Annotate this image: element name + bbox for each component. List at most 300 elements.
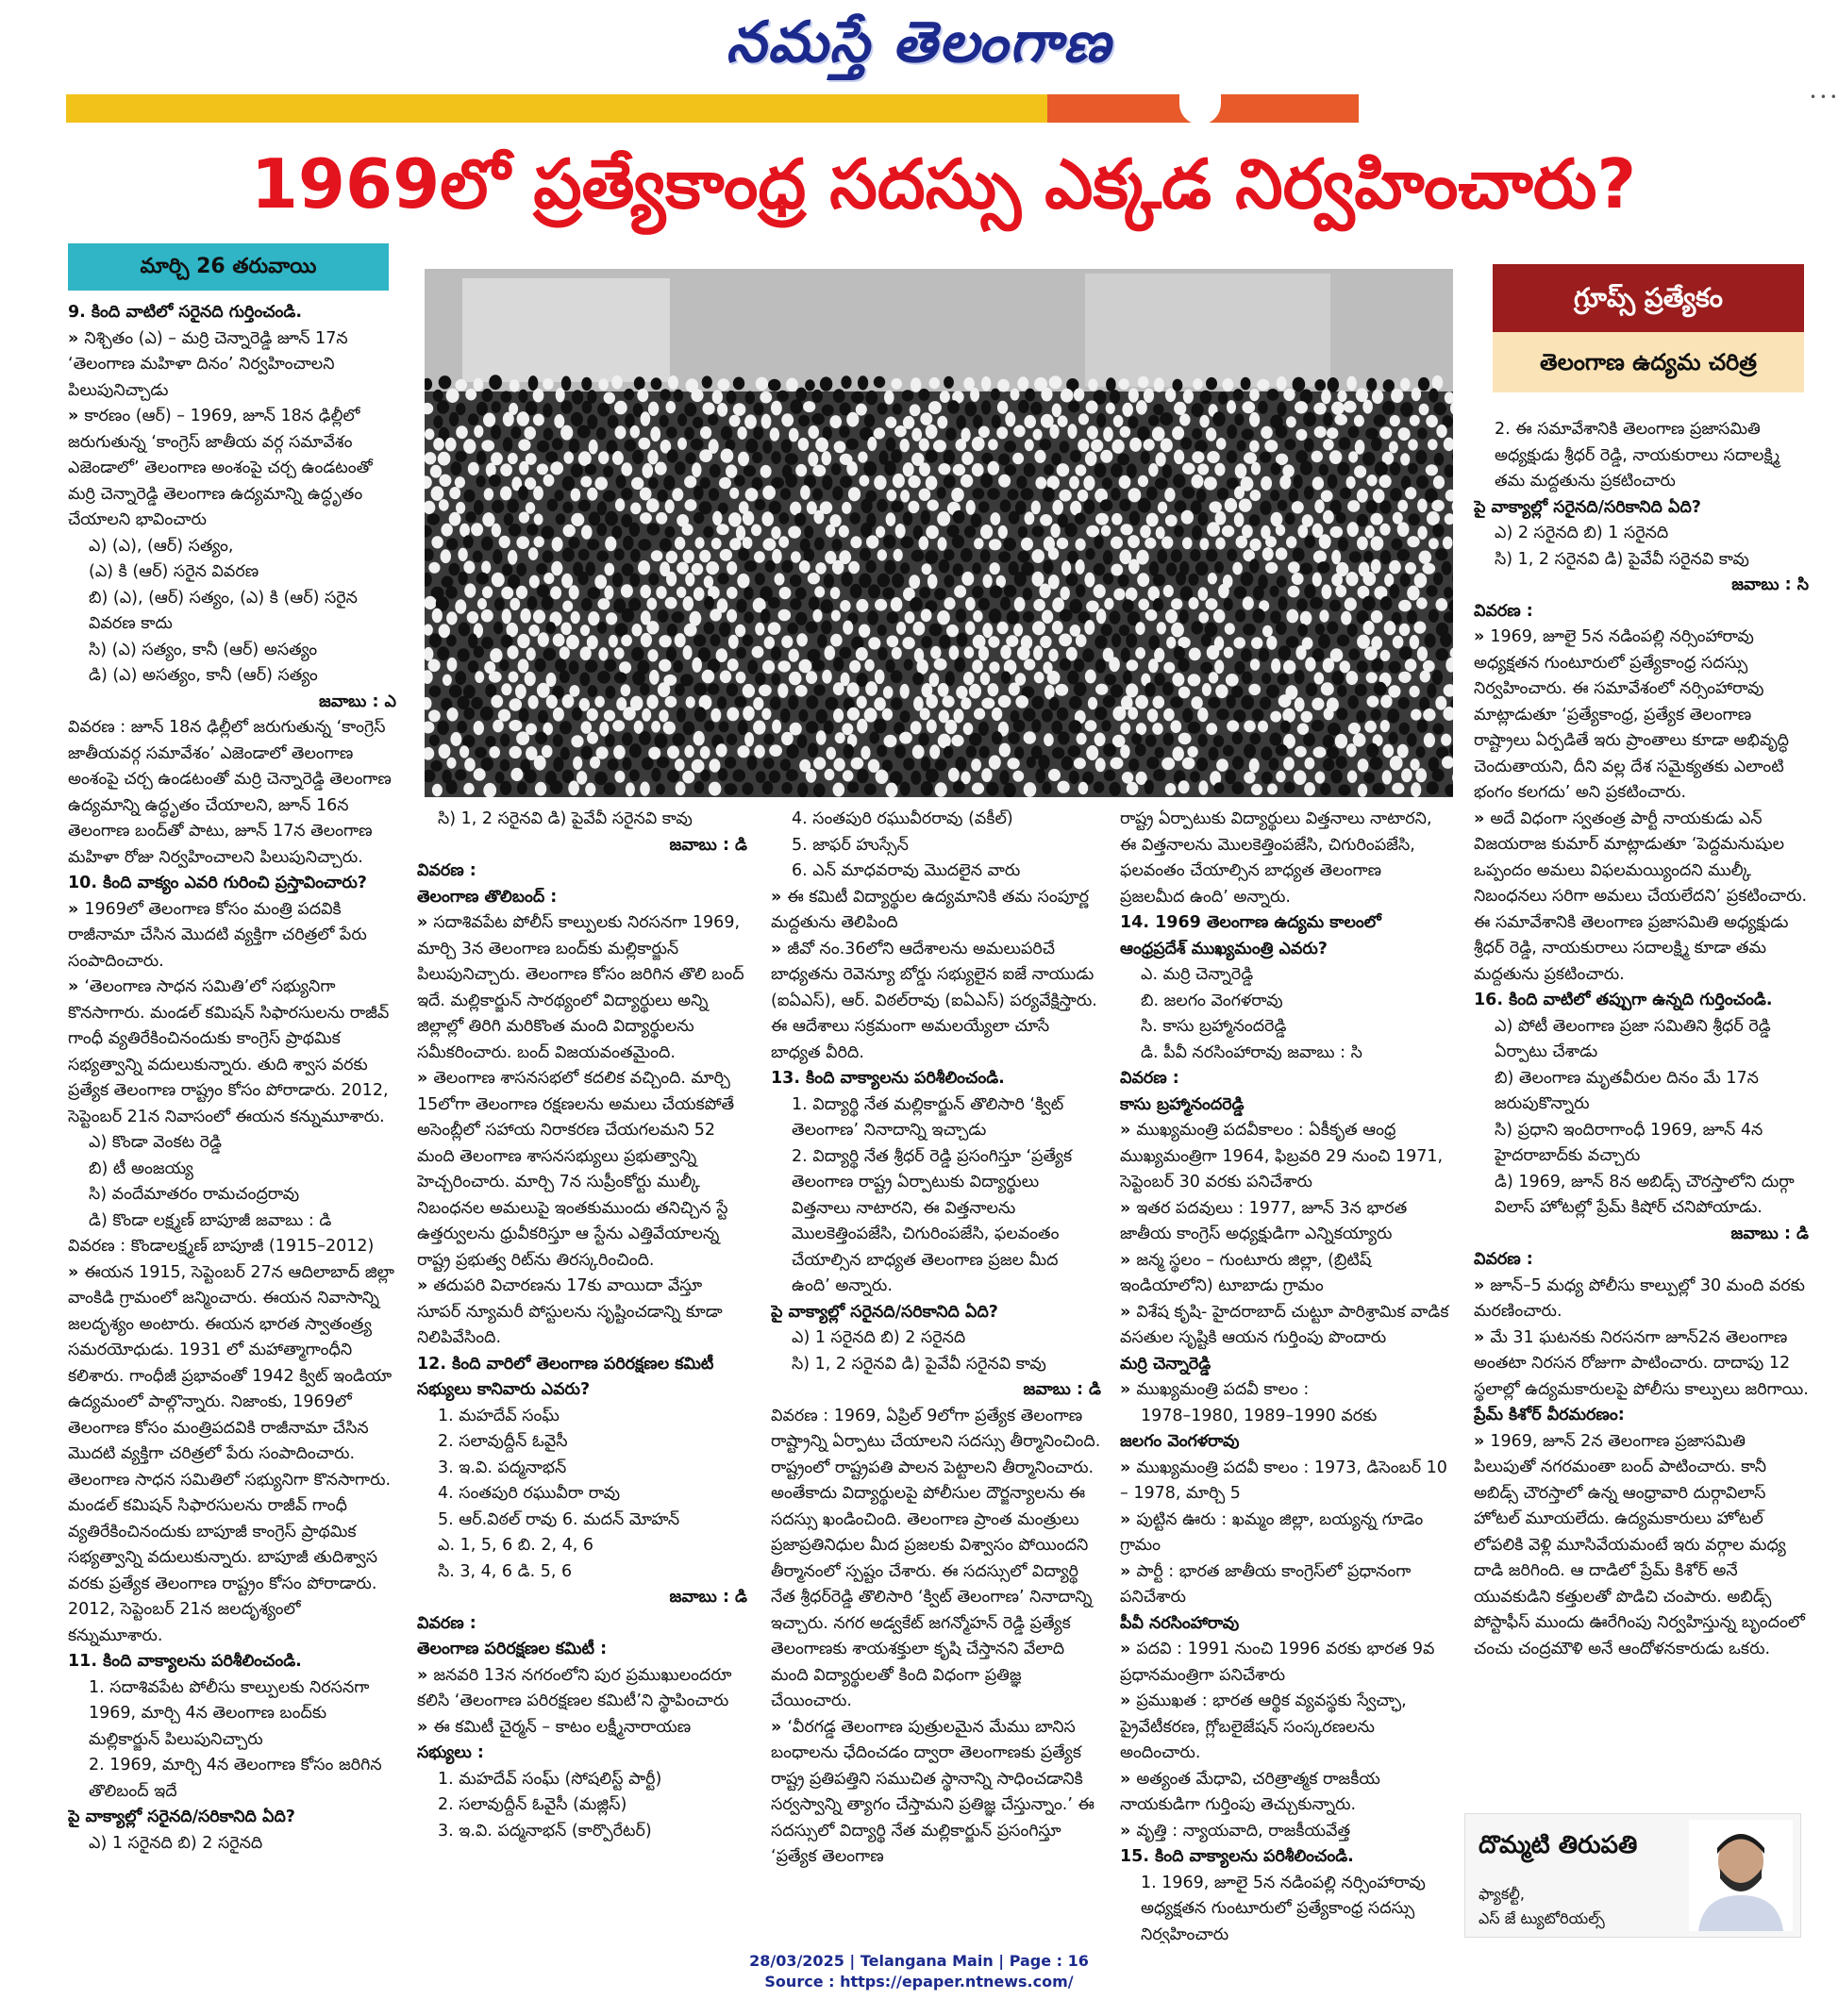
crowd-head	[903, 462, 914, 476]
crowd-head	[921, 510, 930, 525]
crowd-head	[1049, 425, 1059, 439]
crowd-head	[1244, 743, 1256, 758]
crowd-head	[1049, 375, 1062, 389]
crowd-head	[1174, 525, 1184, 538]
crowd-head	[1244, 772, 1255, 784]
crowd-head	[858, 452, 867, 463]
page-footer	[0, 1951, 1838, 1992]
crowd-head	[630, 425, 640, 439]
crowd-head	[1110, 610, 1121, 625]
crowd-head	[1276, 744, 1288, 757]
col3-option: 4. సంతపురి రఘువీరరావు (వకీల్)	[792, 809, 1013, 828]
crowd-head	[933, 440, 946, 452]
crowd-head	[1279, 475, 1291, 490]
crowd-head	[1417, 720, 1429, 733]
crowd-head	[1347, 500, 1360, 512]
crowd-head	[781, 782, 793, 794]
crowd-head	[1188, 674, 1201, 686]
col2-bullet: » తెలంగాణ శాసనసభలో కదలిక వచ్చింది. మార్చి 15లోగా తెలంగాణ రక్షణలను అమలు చేయకపోతే అసెంబ్లీలో సహాయ నిరాకరణ చేయగలమని 52 మంది తెలంగాణ శాసనసభ్యులు ప్రభుత్వాన్ని హెచ్చరించారు. మార్చి 7న సుప్రీంకోర్టు ముల్కీ నిబంధనల అమలుపై ఇంతకుముందు తనిచ్చిన స్టే ఉత్తర్వులను ధ్రువీకరిస్తూ ఆ స్టేను ఎత్తివేయాలన్న రాష్ట్ర ప్రభుత్వ రిట్‌ను తిరస్కరించింది.	[417, 1066, 747, 1274]
crowd-head	[1069, 720, 1082, 733]
crowd-head	[446, 611, 458, 625]
crowd-head	[1192, 475, 1204, 489]
crowd-head	[1262, 673, 1271, 684]
crowd-head	[863, 461, 877, 476]
crowd-head	[1262, 772, 1273, 784]
crowd-head	[630, 549, 641, 562]
crowd-head	[493, 622, 503, 635]
crowd-head	[481, 537, 493, 551]
crowd-head	[1128, 707, 1138, 719]
crowd-head	[651, 550, 663, 561]
crowd-head	[1424, 733, 1435, 748]
crowd-head	[1300, 563, 1313, 575]
crowd-head	[458, 696, 470, 709]
crowd-head	[598, 378, 609, 391]
crowd-head	[1312, 573, 1322, 587]
crowd-head	[604, 659, 616, 672]
crowd-head	[605, 537, 616, 552]
crowd-head	[1328, 723, 1341, 736]
crowd-head	[1358, 784, 1367, 797]
col4-subheading: మర్రి చెన్నారెడ్డి	[1120, 1354, 1211, 1374]
col4-subheading: పీవీ నరసింహారావు	[1120, 1613, 1240, 1633]
crowd-head	[751, 525, 761, 537]
crowd-head	[1382, 401, 1395, 415]
crowd-head	[1226, 674, 1239, 687]
crowd-head	[1161, 758, 1175, 770]
crowd-head	[580, 625, 590, 636]
crowd-head	[614, 672, 627, 683]
crowd-head	[647, 450, 658, 465]
crowd-head	[893, 403, 903, 414]
crowd-head	[474, 500, 484, 515]
crowd-head	[562, 502, 573, 514]
crowd-head	[781, 636, 793, 648]
crowd-head	[1069, 696, 1082, 709]
crowd-head	[1323, 758, 1334, 772]
crowd-head	[920, 412, 932, 425]
col2-subheading: వివరణ :	[417, 1613, 476, 1633]
crowd-head	[1206, 427, 1216, 442]
crowd-head	[1258, 401, 1268, 414]
crowd-head	[886, 783, 898, 798]
crowd-head	[665, 696, 677, 708]
crowd-head	[986, 782, 998, 796]
crowd-head	[605, 511, 618, 526]
crowd-head	[1202, 683, 1211, 696]
crowd-head	[572, 390, 583, 405]
crowd-head	[562, 601, 573, 612]
crowd-head	[1440, 632, 1452, 647]
crowd-head	[695, 537, 705, 548]
crowd-head	[831, 610, 841, 622]
crowd-head	[1128, 488, 1142, 502]
crowd-head	[631, 647, 643, 661]
crowd-head	[1397, 500, 1408, 512]
crowd-head	[795, 388, 807, 402]
crowd-head	[1285, 512, 1295, 525]
crowd-head	[1127, 782, 1139, 795]
crowd-head	[1174, 450, 1184, 465]
crowd-head	[677, 438, 687, 450]
col4-option: సి. కాసు బ్రహ్మానందరెడ్డి	[1141, 1017, 1287, 1036]
crowd-head	[1145, 682, 1156, 696]
crowd-head	[481, 637, 493, 649]
crowd-head	[825, 645, 836, 660]
crowd-head	[1300, 460, 1312, 475]
crowd-head	[1094, 707, 1107, 720]
crowd-head	[1322, 584, 1332, 599]
col4-bullet: » ముఖ్యమంత్రి పదవీ కాలం :	[1120, 1377, 1450, 1404]
crowd-head	[1393, 636, 1404, 649]
crowd-head	[476, 573, 489, 585]
crowd-head	[1331, 550, 1341, 564]
crowd-head	[843, 621, 853, 635]
crowd-head	[692, 658, 702, 673]
crowd-head	[1234, 586, 1247, 598]
crowd-head	[554, 414, 564, 428]
crowd-head	[1270, 490, 1279, 501]
crowd-head	[561, 376, 571, 392]
crowd-head	[832, 560, 844, 575]
crowd-head	[954, 658, 965, 673]
crowd-head	[912, 745, 925, 759]
crowd-head	[1235, 463, 1247, 478]
crowd-head	[502, 608, 511, 624]
crowd-head	[919, 536, 929, 550]
crowd-head	[944, 450, 956, 465]
crowd-head	[909, 575, 920, 589]
crowd-head	[587, 635, 598, 649]
crowd-head	[663, 475, 675, 491]
col4-bullet: » పుట్టిన ఊరు : ఖమ్మం జిల్లా, బయ్యన్న గూడెం గ్రామం	[1120, 1508, 1450, 1559]
crowd-head	[693, 486, 704, 500]
crowd-head	[911, 771, 921, 785]
crowd-head	[1276, 622, 1287, 635]
crowd-head	[745, 439, 758, 454]
crowd-head	[1389, 661, 1401, 674]
crowd-head	[429, 633, 442, 647]
crowd-head	[1153, 575, 1165, 587]
crowd-head	[1156, 452, 1166, 466]
crowd-head	[1427, 511, 1440, 525]
crowd-head	[1014, 572, 1027, 587]
crowd-head	[493, 720, 504, 733]
crowd-head	[560, 425, 573, 441]
crowd-head	[926, 425, 938, 439]
crowd-head	[481, 440, 494, 451]
crowd-head	[1051, 453, 1061, 465]
crowd-head	[1407, 586, 1419, 601]
crowd-head	[785, 453, 798, 465]
crowd-head	[1363, 551, 1373, 562]
crowd-head	[451, 461, 462, 475]
crowd-head	[1260, 501, 1271, 515]
crowd-head	[667, 770, 679, 783]
crowd-head	[1337, 391, 1346, 402]
crowd-head	[1012, 771, 1024, 782]
crowd-head	[704, 575, 713, 588]
col5-subheading: వివరణ :	[1474, 601, 1533, 621]
crowd-head	[594, 772, 608, 785]
crowd-head	[571, 611, 580, 624]
crowd-head	[1126, 588, 1138, 602]
crowd-head	[516, 563, 526, 576]
crowd-head	[856, 599, 868, 612]
crowd-head	[743, 706, 755, 721]
crowd-head	[534, 513, 543, 525]
crowd-head	[1163, 733, 1175, 746]
crowd-head	[648, 402, 659, 416]
crowd-head	[1261, 746, 1272, 760]
crowd-head	[622, 732, 633, 745]
crowd-head	[865, 681, 877, 696]
crowd-head	[1003, 538, 1016, 551]
col1-option: సి) వందేమాతరం రామచంద్రరావు	[89, 1185, 300, 1204]
crowd-head	[991, 512, 1001, 525]
crowd-head	[1025, 511, 1035, 525]
crowd-head	[597, 671, 610, 684]
crowd-head	[1182, 708, 1193, 724]
crowd-head	[1128, 758, 1139, 772]
crowd-head	[1007, 610, 1020, 625]
author-avatar-icon	[1689, 1820, 1793, 1931]
crowd-head	[1286, 416, 1296, 427]
crowd-head	[886, 512, 896, 526]
crowd-head	[1153, 769, 1166, 781]
crowd-head	[474, 425, 483, 438]
crowd-head	[710, 708, 721, 723]
crowd-head	[1379, 500, 1391, 513]
crowd-head	[1380, 650, 1391, 661]
crowd-head	[587, 708, 598, 721]
crowd-head	[965, 597, 976, 610]
crowd-head	[552, 438, 563, 450]
crowd-head	[1001, 671, 1011, 683]
crowd-head	[700, 426, 711, 439]
crowd-head	[1122, 599, 1133, 612]
crowd-head	[761, 708, 771, 721]
crowd-head	[458, 648, 470, 661]
crowd-head	[1173, 746, 1184, 760]
crowd-head	[824, 721, 834, 735]
crowd-head	[659, 659, 671, 672]
crowd-head	[596, 551, 609, 562]
crowd-head	[494, 598, 505, 611]
crowd-head	[911, 721, 922, 734]
crowd-head	[1118, 575, 1129, 587]
column-4	[1120, 807, 1450, 1943]
crowd-head	[1306, 683, 1317, 697]
col1-option: ఎ) 1 సరైనది బి) 2 సరైనది	[89, 1833, 263, 1853]
crowd-head	[510, 598, 520, 610]
crowd-head	[1276, 547, 1288, 559]
crowd-head	[768, 379, 781, 392]
crowd-head	[891, 597, 903, 611]
crowd-head	[769, 744, 782, 757]
crowd-head	[1415, 768, 1427, 782]
crowd-head	[1111, 633, 1121, 647]
crowd-head	[769, 771, 781, 783]
crowd-head	[463, 783, 474, 795]
crowd-head	[1371, 658, 1383, 672]
col3-question: 13. కింది వాక్యాలను పరిశీలించండి.	[771, 1069, 1005, 1088]
crowd-head	[489, 475, 501, 487]
crowd-head	[1094, 635, 1107, 648]
crowd-head	[560, 400, 572, 414]
crowd-head	[944, 597, 955, 609]
crowd-head	[1280, 721, 1291, 734]
col4-subheading: జలగం వెంగళరావు	[1120, 1432, 1240, 1451]
crowd-head	[1068, 745, 1081, 758]
crowd-head	[614, 647, 625, 659]
crowd-head	[789, 649, 799, 662]
crowd-head	[830, 587, 841, 599]
crowd-head	[534, 536, 544, 547]
crowd-head	[754, 745, 765, 758]
crowd-head	[728, 635, 739, 649]
crowd-head	[482, 586, 493, 598]
crowd-head	[1400, 378, 1410, 392]
crowd-head	[648, 747, 660, 759]
crowd-head	[874, 475, 886, 490]
crowd-head	[729, 415, 741, 427]
crowd-head	[709, 782, 722, 796]
crowd-head	[1111, 537, 1123, 549]
crowd-head	[925, 550, 938, 564]
crowd-head	[481, 561, 491, 575]
col1-bullet: » కారణం (ఆర్) – 1969, జూన్ 18న ఢిల్లీలో జరుగుతున్న ‘కాంగ్రెస్ జాతీయ వర్గ సమావేశం ఎజెండాలో’ తెలంగాణ అంశంపై చర్చ ఉండటంతో మర్రి చెన్నారెడ్డి తెలంగాణ ఉద్యమాన్ని ఉద్ధృతం చేయాలని భావించారు	[68, 404, 396, 534]
crowd-head	[858, 375, 868, 390]
crowd-head	[861, 523, 872, 538]
crowd-head	[981, 376, 991, 392]
crowd-head	[1227, 450, 1237, 463]
crowd-head	[1232, 732, 1244, 745]
crowd-head	[1324, 708, 1334, 720]
crowd-head	[634, 721, 643, 734]
col1-option: 1. సదాశివపేట పోలీసు కాల్పులకు నిరసనగా 1969, మార్చి 4న తెలంగాణ బంద్‌కు మల్లికార్జున్ పిలుపునిచ్చారు	[89, 1677, 370, 1749]
crowd-head	[1191, 621, 1203, 634]
crowd-head	[727, 391, 737, 404]
crowd-head	[1153, 598, 1163, 611]
crowd-head	[509, 672, 519, 683]
crowd-head	[1014, 746, 1024, 759]
crowd-head	[465, 511, 476, 523]
crowd-head	[1031, 549, 1044, 563]
crowd-head	[1182, 537, 1193, 549]
crowd-head	[1148, 415, 1160, 426]
col4-option: ఎ. మర్రి చెన్నారెడ్డి	[1141, 965, 1254, 984]
crowd-head	[1189, 597, 1199, 609]
crowd-head	[710, 608, 722, 621]
crowd-head	[1111, 463, 1123, 477]
crowd-head	[517, 781, 527, 794]
crowd-head	[938, 537, 947, 551]
crowd-head	[938, 463, 950, 475]
crowd-head	[1027, 757, 1036, 768]
crowd-head	[1160, 412, 1173, 425]
crowd-head	[720, 549, 732, 561]
crowd-head	[981, 768, 992, 782]
col4-subheading: వివరణ :	[1120, 1069, 1179, 1088]
crowd-head	[972, 586, 983, 598]
crowd-head	[1379, 475, 1392, 488]
crowd-head	[1206, 598, 1218, 610]
crowd-head	[899, 732, 912, 744]
crowd-head	[1417, 427, 1427, 439]
crowd-head	[1043, 559, 1053, 574]
crowd-head	[1120, 426, 1131, 438]
crowd-head	[1399, 723, 1410, 735]
crowd-head	[1425, 633, 1436, 647]
crowd-head	[1259, 648, 1269, 662]
crowd-head	[847, 708, 860, 721]
crowd-head	[1249, 733, 1261, 745]
crowd-head	[1088, 697, 1097, 710]
crowd-head	[1432, 769, 1445, 782]
crowd-head	[945, 720, 958, 735]
crowd-head	[641, 633, 652, 647]
crowd-head	[1371, 536, 1384, 550]
crowd-head	[1155, 477, 1168, 490]
crowd-head	[867, 437, 877, 451]
crowd-head	[806, 695, 818, 709]
crowd-head	[812, 659, 826, 671]
column-1	[68, 300, 396, 1943]
crowd-head	[456, 502, 465, 514]
author-designation	[1479, 1882, 1605, 1931]
crowd-head	[953, 563, 963, 576]
crowd-head	[861, 746, 870, 760]
crowd-head	[489, 375, 502, 390]
crowd-head	[1048, 649, 1058, 662]
crowd-head	[604, 392, 615, 405]
crowd-head	[500, 486, 511, 500]
crowd-head	[508, 550, 517, 565]
crowd-head	[1083, 499, 1094, 514]
crowd-head	[547, 499, 559, 511]
crowd-head	[980, 525, 993, 539]
crowd-head	[804, 525, 813, 539]
crowd-head	[1319, 534, 1331, 549]
crowd-head	[834, 441, 846, 453]
crowd-head	[1176, 572, 1186, 586]
crowd-head	[1335, 734, 1347, 749]
crowd-head	[1018, 400, 1029, 413]
crowd-head	[1315, 624, 1325, 635]
crowd-head	[655, 462, 667, 475]
crowd-head	[762, 660, 775, 675]
crowd-head	[622, 563, 634, 576]
crowd-head	[604, 782, 616, 794]
crowd-head	[944, 575, 954, 587]
crowd-head	[463, 708, 475, 720]
crowd-head	[677, 562, 689, 575]
crowd-head	[1223, 745, 1234, 757]
crowd-head	[1435, 548, 1447, 560]
crowd-head	[1347, 624, 1358, 637]
crowd-head	[1042, 781, 1051, 794]
crowd-head	[427, 659, 440, 673]
crowd-head	[503, 437, 512, 452]
crowd-head	[771, 451, 781, 464]
crowd-head	[656, 512, 667, 525]
crowd-head	[659, 709, 668, 722]
crowd-head	[1085, 451, 1097, 466]
crowd-head	[1060, 658, 1071, 671]
crowd-head	[642, 708, 651, 722]
crowd-head	[1179, 413, 1191, 425]
